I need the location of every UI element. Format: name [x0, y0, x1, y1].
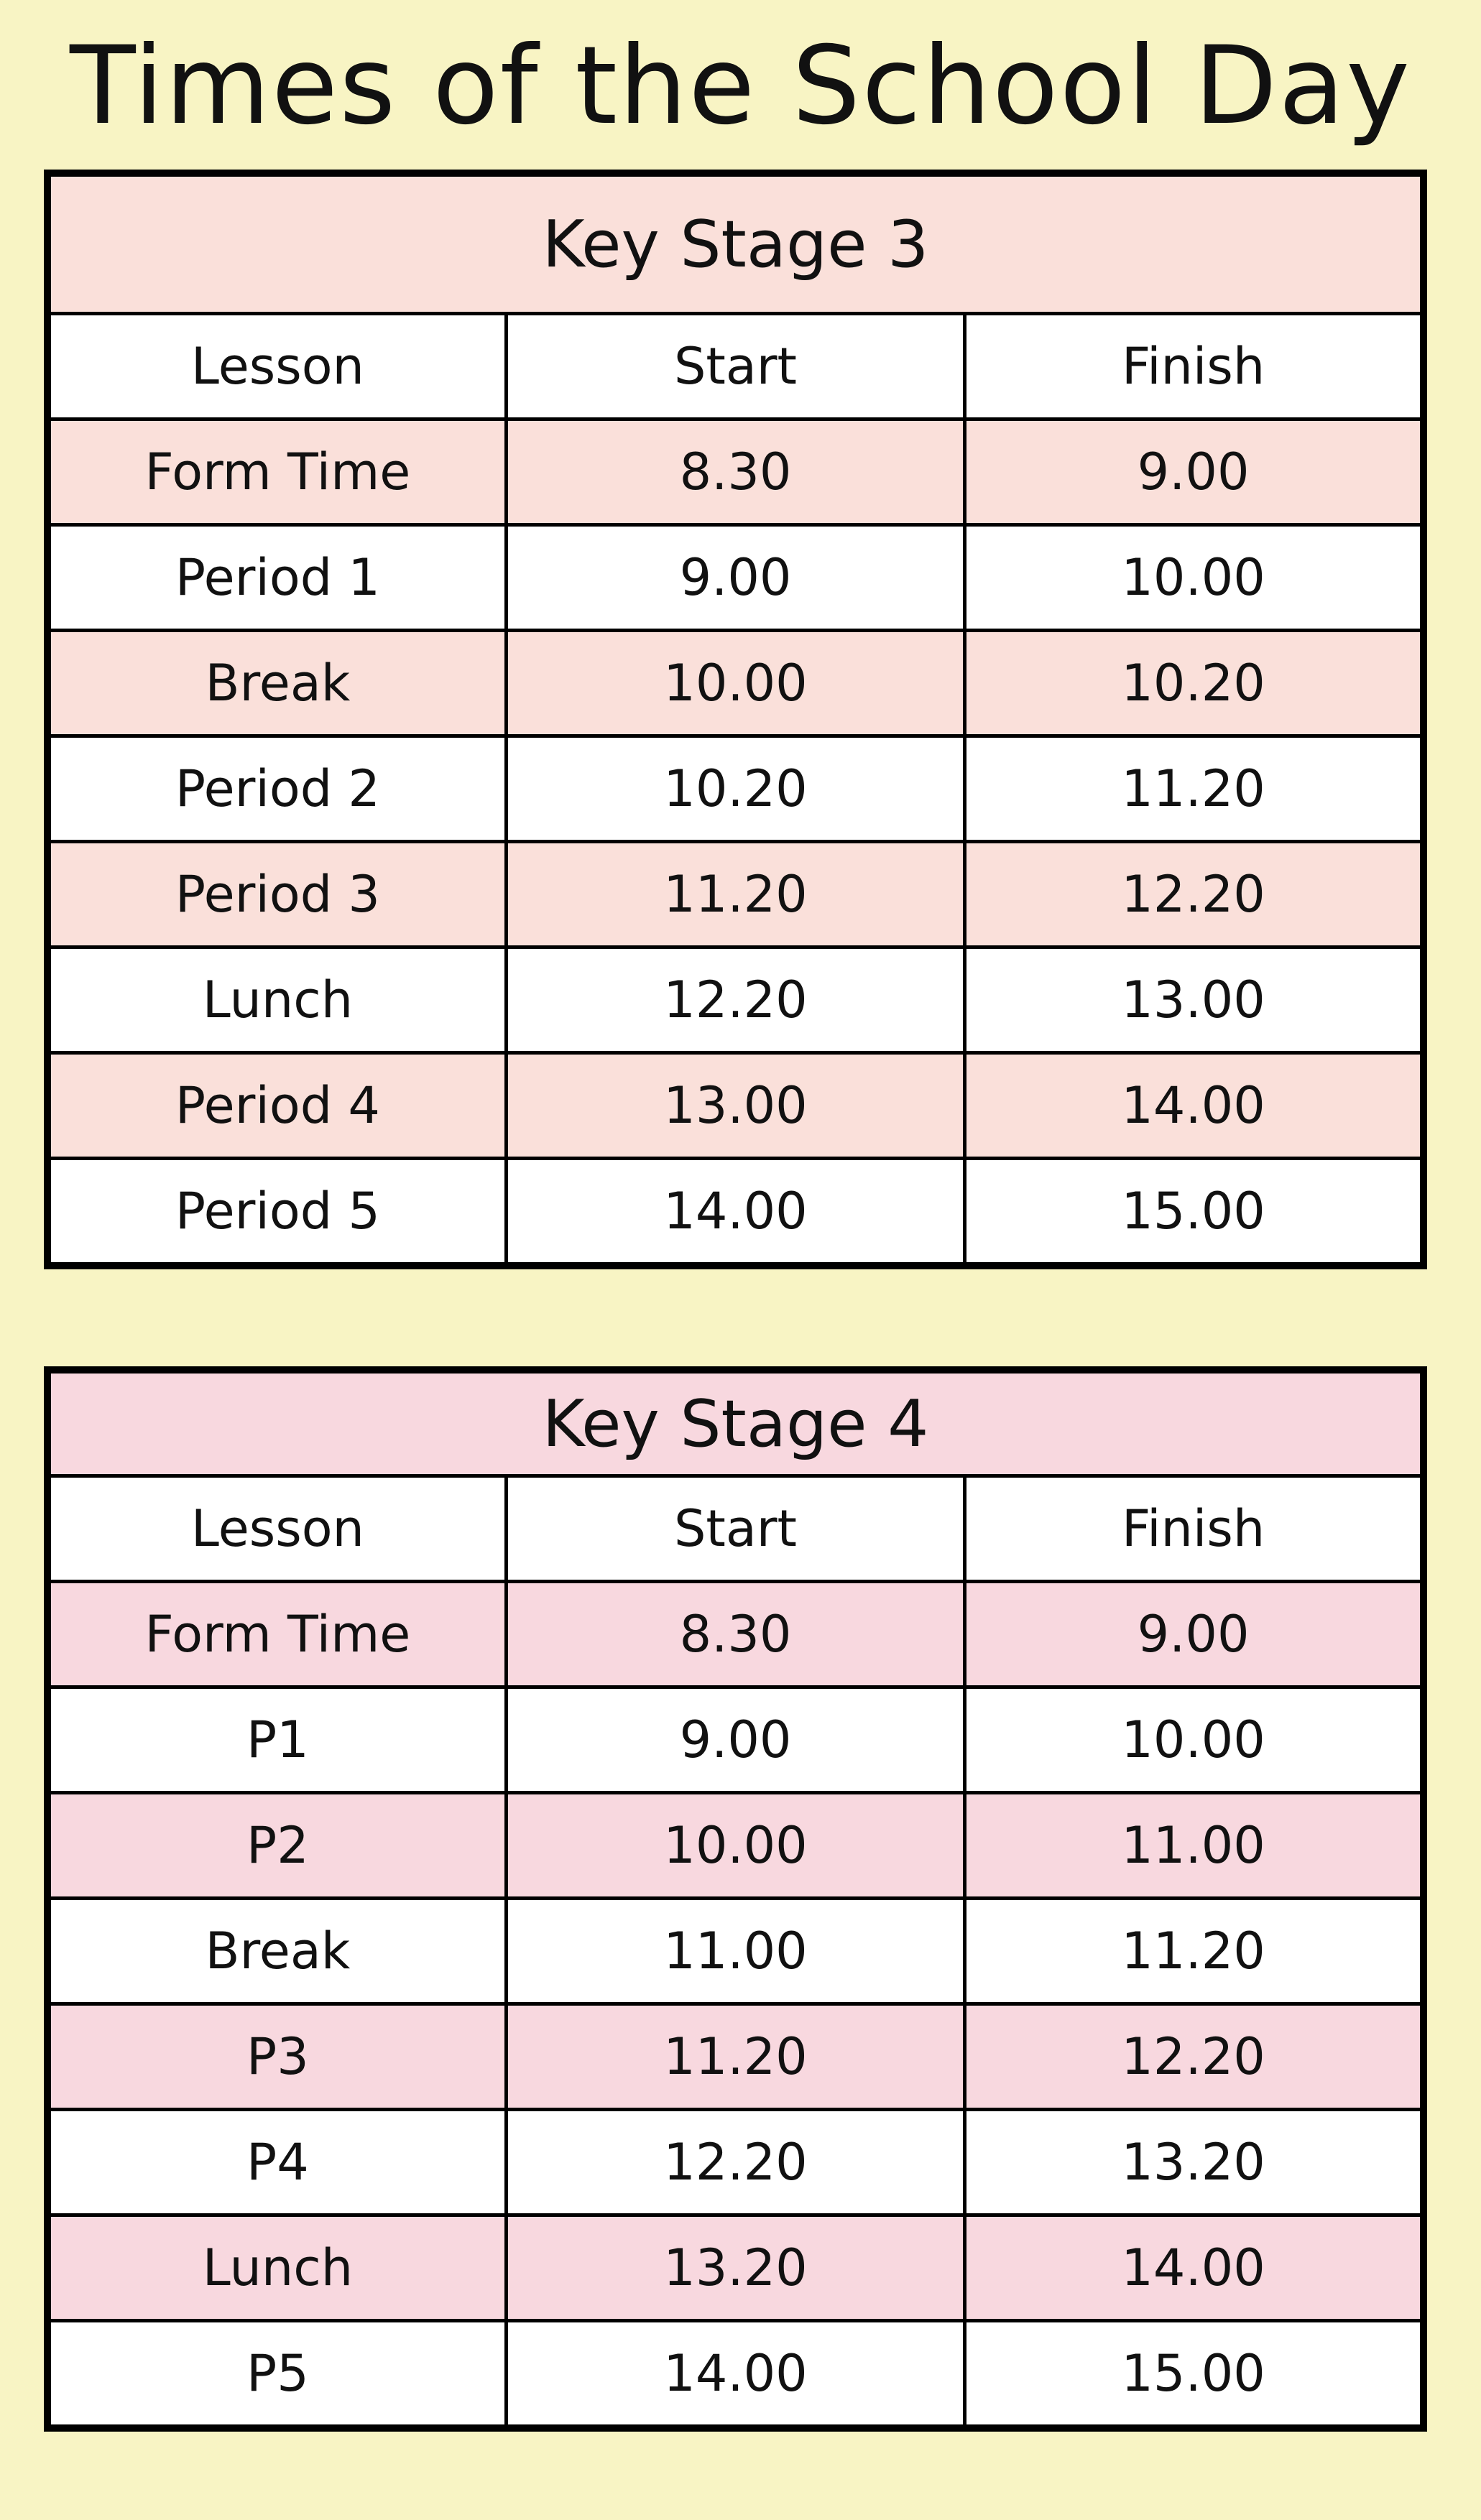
lesson-cell: Period 4 — [47, 1053, 506, 1159]
finish-cell: 14.00 — [965, 1053, 1424, 1159]
start-cell: 9.00 — [506, 525, 964, 631]
start-cell: 13.20 — [506, 2215, 964, 2321]
start-cell: 11.20 — [506, 2004, 964, 2110]
table-row — [47, 2110, 1424, 2215]
start-cell: 10.20 — [506, 736, 964, 842]
table-row — [47, 948, 1424, 1053]
finish-cell: 12.20 — [965, 2004, 1424, 2110]
table-row — [47, 420, 1424, 525]
lesson-cell: P4 — [47, 2110, 506, 2215]
finish-cell: 11.20 — [965, 1899, 1424, 2004]
start-cell: 10.00 — [506, 631, 964, 736]
lesson-cell: Period 1 — [47, 525, 506, 631]
page-title: Times of the School Day — [70, 24, 1411, 149]
lesson-cell: Form Time — [47, 420, 506, 525]
finish-cell: 15.00 — [965, 1159, 1424, 1266]
column-header-row — [47, 1476, 1424, 1582]
start-cell: 14.00 — [506, 1159, 964, 1266]
table-row — [47, 1582, 1424, 1687]
table-row — [47, 842, 1424, 948]
finish-cell: 9.00 — [965, 420, 1424, 525]
column-header-lesson: Lesson — [47, 1476, 506, 1582]
table-heading: Key Stage 4 — [47, 1370, 1424, 1476]
start-cell: 8.30 — [506, 1582, 964, 1687]
lesson-cell: Lunch — [47, 2215, 506, 2321]
finish-cell: 12.20 — [965, 842, 1424, 948]
finish-cell: 13.20 — [965, 2110, 1424, 2215]
table-row — [47, 525, 1424, 631]
finish-cell: 10.00 — [965, 525, 1424, 631]
table-row — [47, 1053, 1424, 1159]
lesson-cell: Period 5 — [47, 1159, 506, 1266]
lesson-cell: P3 — [47, 2004, 506, 2110]
lesson-cell: Period 2 — [47, 736, 506, 842]
key-stage-4-table — [44, 1366, 1427, 2432]
lesson-cell: P1 — [47, 1687, 506, 1793]
finish-cell: 10.00 — [965, 1687, 1424, 1793]
column-header-finish: Finish — [965, 1476, 1424, 1582]
start-cell: 9.00 — [506, 1687, 964, 1793]
column-header-row — [47, 314, 1424, 420]
table-heading-row — [47, 1370, 1424, 1476]
table-row — [47, 1159, 1424, 1266]
table-row — [47, 736, 1424, 842]
table-row — [47, 1899, 1424, 2004]
lesson-cell: Period 3 — [47, 842, 506, 948]
start-cell: 12.20 — [506, 2110, 964, 2215]
start-cell: 10.00 — [506, 1793, 964, 1899]
lesson-cell: P2 — [47, 1793, 506, 1899]
lesson-cell: Break — [47, 1899, 506, 2004]
finish-cell: 11.20 — [965, 736, 1424, 842]
finish-cell: 9.00 — [965, 1582, 1424, 1687]
finish-cell: 14.00 — [965, 2215, 1424, 2321]
table-row — [47, 631, 1424, 736]
start-cell: 11.20 — [506, 842, 964, 948]
lesson-cell: Lunch — [47, 948, 506, 1053]
lesson-cell: Form Time — [47, 1582, 506, 1687]
column-header-start: Start — [506, 314, 964, 420]
table-row — [47, 2321, 1424, 2429]
table-row — [47, 2004, 1424, 2110]
table-row — [47, 1687, 1424, 1793]
finish-cell: 10.20 — [965, 631, 1424, 736]
table-row — [47, 1793, 1424, 1899]
lesson-cell: P5 — [47, 2321, 506, 2429]
key-stage-3-table — [44, 170, 1427, 1269]
table-heading: Key Stage 3 — [47, 173, 1424, 314]
finish-cell: 11.00 — [965, 1793, 1424, 1899]
start-cell: 8.30 — [506, 420, 964, 525]
start-cell: 12.20 — [506, 948, 964, 1053]
column-header-finish: Finish — [965, 314, 1424, 420]
start-cell: 11.00 — [506, 1899, 964, 2004]
column-header-start: Start — [506, 1476, 964, 1582]
start-cell: 13.00 — [506, 1053, 964, 1159]
start-cell: 14.00 — [506, 2321, 964, 2429]
finish-cell: 15.00 — [965, 2321, 1424, 2429]
table-row — [47, 2215, 1424, 2321]
finish-cell: 13.00 — [965, 948, 1424, 1053]
lesson-cell: Break — [47, 631, 506, 736]
column-header-lesson: Lesson — [47, 314, 506, 420]
table-heading-row — [47, 173, 1424, 314]
